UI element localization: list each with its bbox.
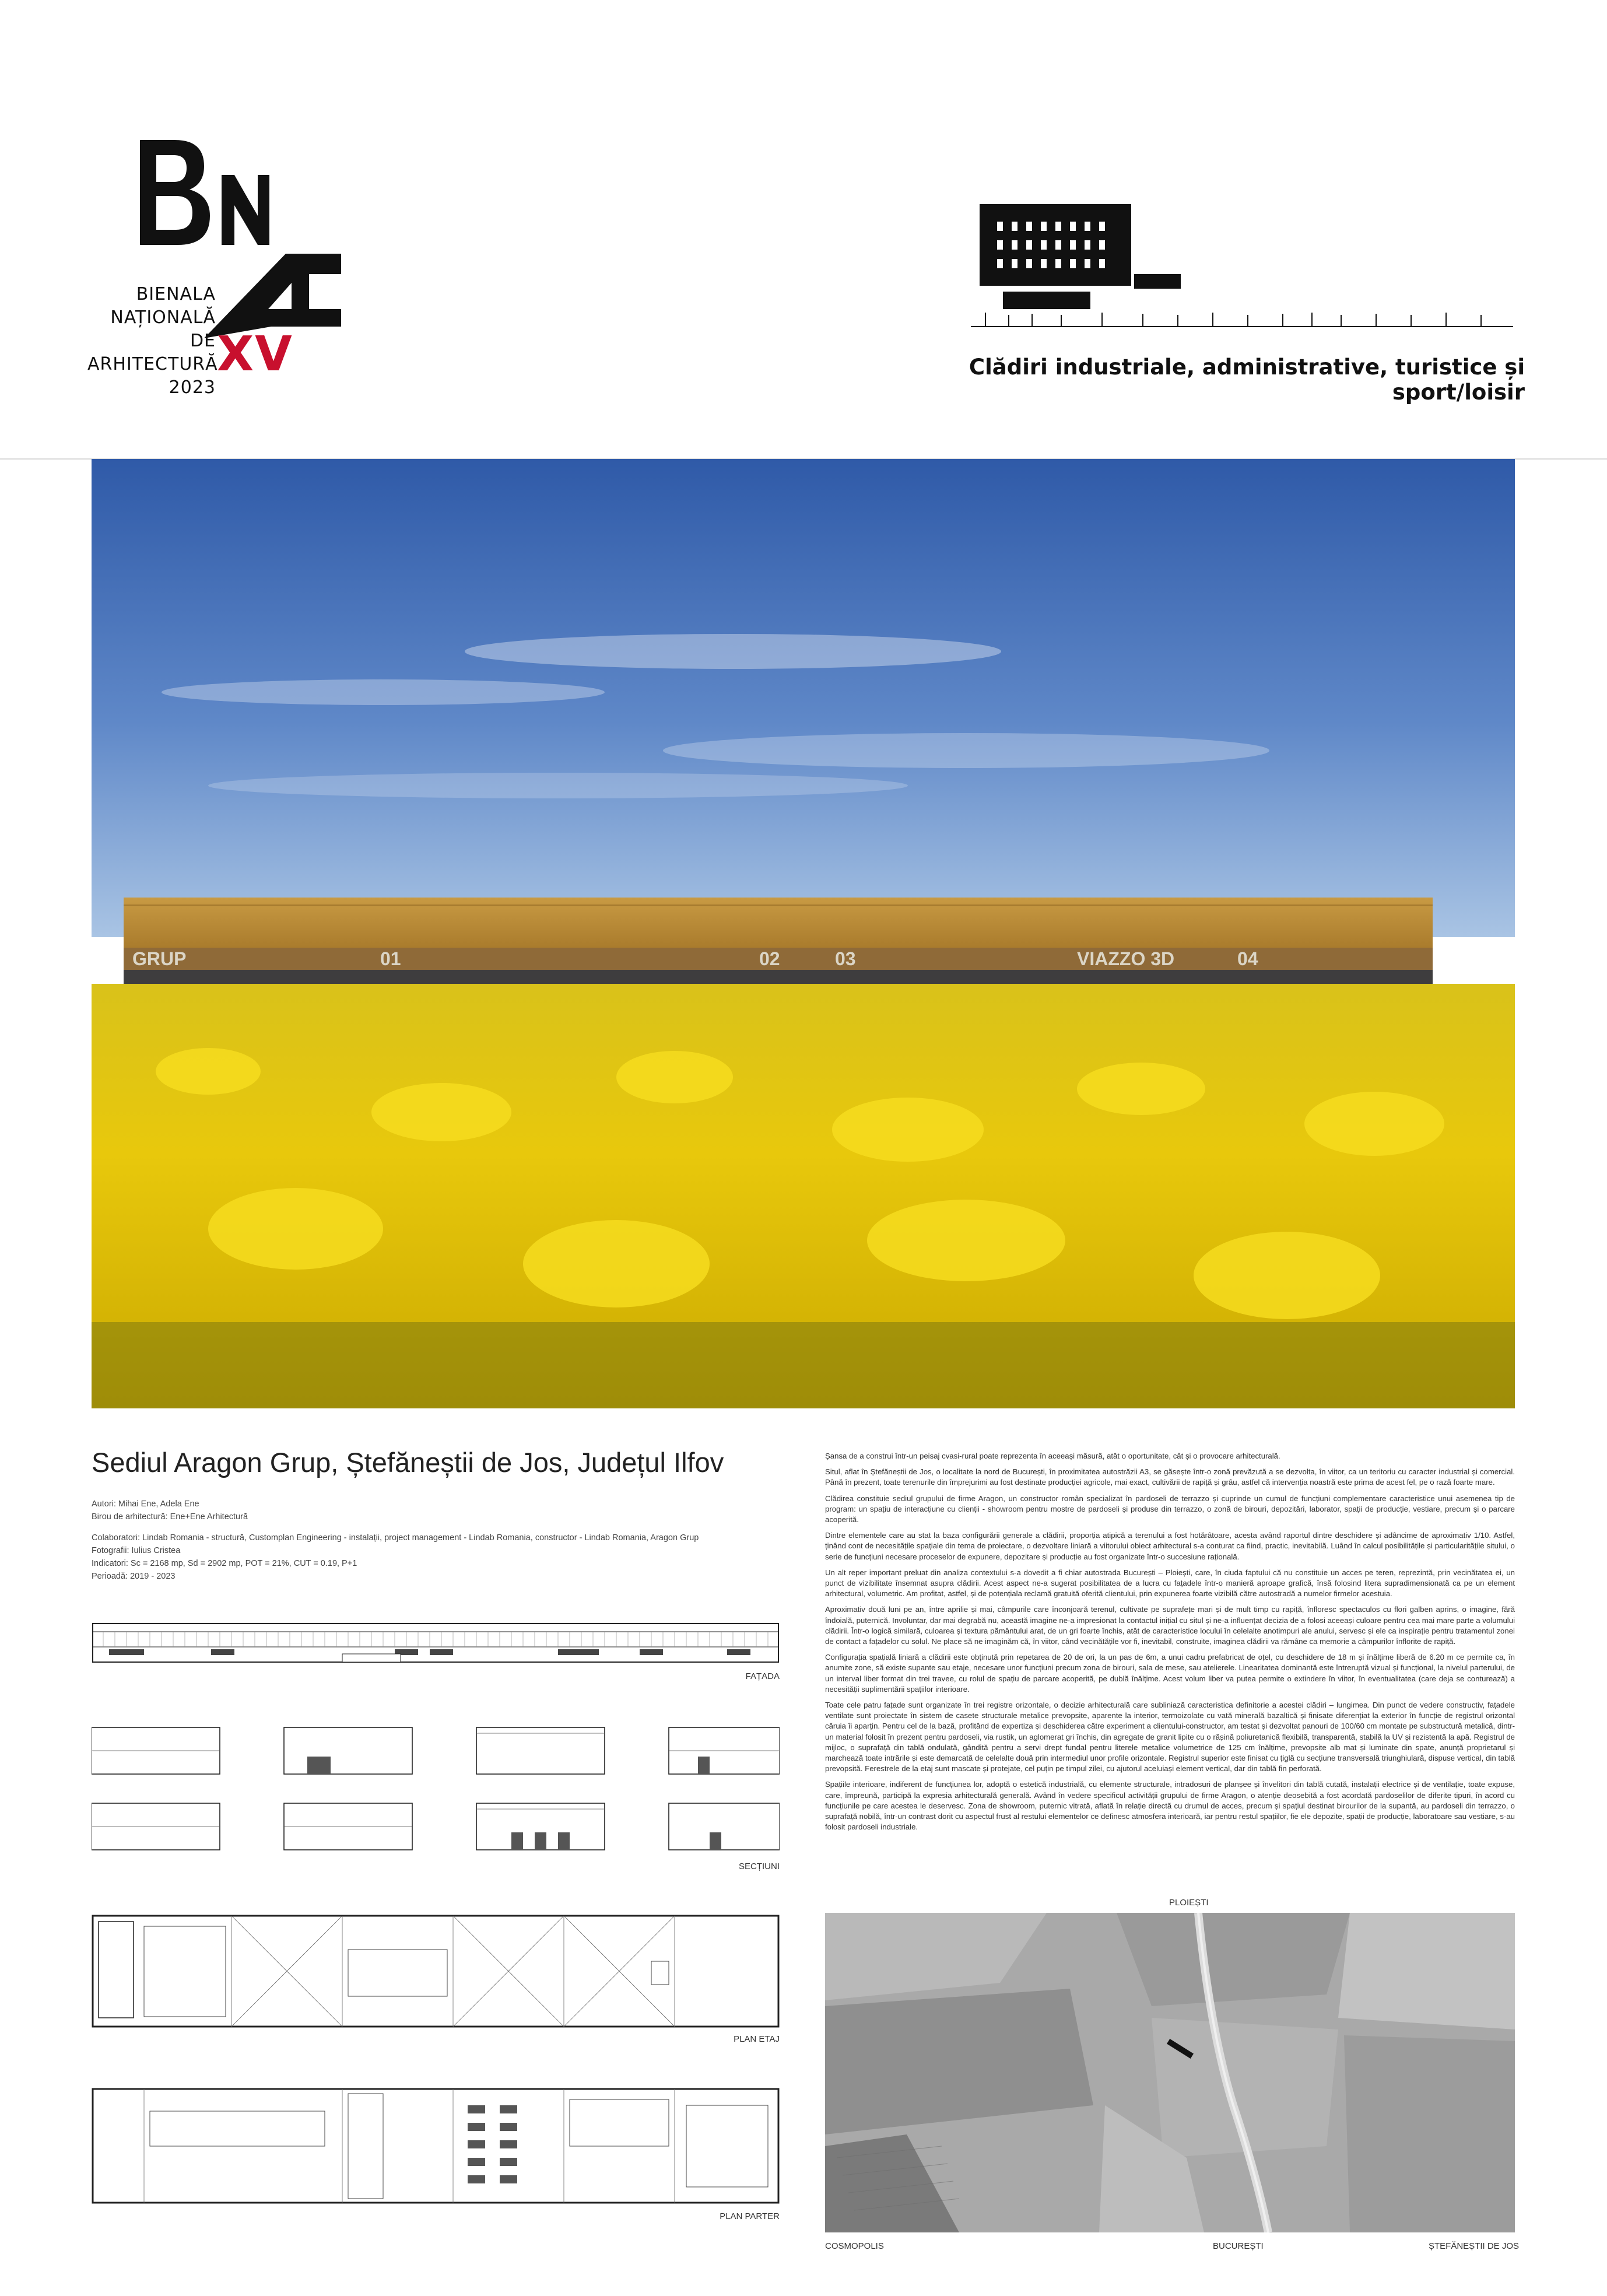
- svg-text:02: 02: [759, 948, 780, 969]
- collaborators: Colaboratori: Lindab Romania - structură, Customplan Engineering - instalații, project management - Lindab Romania, constructor - Lindab Romania, Aragon Grup: [92, 1533, 699, 1543]
- map-label-right: ȘTEFĂNEȘTII DE JOS: [1429, 2241, 1520, 2251]
- description-paragraph: Toate cele patru fațade sunt organizate în trei registre orizontale, o decizie arhitecturală care subliniază caracteristica definitorie a acestei clădiri – lungimea. Din punct de vedere constructiv, fațadele ventilate sunt proiectate în sistem de casete structurale metalice prevopsite, aparente la interior, termoizolate cu vată minerală bazaltică și finisate diferențiat la exterior în funcție de registrul orizontal căruia îi aparțin. Pentru cel de la bază, profitând de expertiza și deschiderea către experiment a clientului-constructor, am testat și dezvoltat panouri de 100/60 cm montate pe substructură metalică, dintr-un material folosit în prezent pentru pardoseli, via rustik, un aglomerat gri închis, din agregate de granit lipite cu o rășină poliuretanică flexibilă, transparentă, stabilă la UV și rezistentă la apă. Registrul de mijloc, o suprafață din tablă ondulată, gândită pentru a servi drept fundal pentru literele metalice volumetrice de 125 cm înălțime, prevopsite alb mat și luminate din spate, anunță proprietarul și marchează toate intrările și este demarcată de celelalte două prin intermediul unor profile orizontale. Registrul superior este finisat cu țiglă cu secțiune transversală triunghiulară, dispuse vertical, din tablă prevopsită. Ferestrele de la etaj sunt mascate și protejate, cel puțin pe timpul zilei, cu ajutorul aceluiași element vertical, dar din tablă fin perforată.: [825, 1701, 1515, 1773]
- upper-plan-label: PLAN ETAJ: [734, 2034, 780, 2044]
- facade-label: FAȚADA: [745, 1671, 780, 1681]
- description-paragraph: Șansa de a construi într-un peisaj cvasi-rural poate reprezenta în aceeași măsură, atât o oportunitate, cât și o provocare arhitecturală.: [825, 1452, 1280, 1460]
- logo-line: ARHITECTURĂ: [87, 354, 218, 374]
- svg-text:03: 03: [835, 948, 856, 969]
- indicators: Indicatori: Sc = 2168 mp, Sd = 2902 mp, POT = 21%, CUT = 0.19, P+1: [92, 1559, 357, 1568]
- svg-text:01: 01: [380, 948, 401, 969]
- category-title: Clădiri industriale, administrative, turistice și sport/loisir: [969, 355, 1525, 405]
- svg-text:04: 04: [1237, 948, 1258, 969]
- photographer: Fotografii: Iulius Cristea: [92, 1546, 181, 1555]
- description-paragraph: Spațiile interioare, indiferent de funcțiunea lor, adoptă o estetică industrială, cu elemente structurale, intradosuri de planșee și învelitori din tablă cutată, instalații electrice și de ventilație, toate expuse, care, împreună, participă la expresia arhitecturală generală. Având în vedere specificul activității grupului de firme Aragon, o atenție deosebită a fost acordată pardoselilor de diferite tipuri, în acord cu funcțiunile pe care acestea le deservesc. Zona de showroom, puternic vitrată, aflată în relație directă cu drumul de acces, precum și spațiul destinat birourilor de la supantă, au pardoseli din terrazzo, o suprafață nobilă, într-un contrast dorit cu aspectul frust al restului elementelor ce definesc atmosfera interioară, iar pentru restul spațiilor, fie ele depozite, spații de producție, laboratoare sau vestiare, s-au folosit pardoseli industriale.: [825, 1780, 1515, 1832]
- svg-text:GRUP: GRUP: [132, 948, 187, 969]
- description-paragraph: Configurația spațială liniară a clădirii este obținută prin repetarea de 20 de ori, la un pas de 6m, a unui cadru prefabricat de oțel, cu deschidere de 18 m și înălțime liberă de 6.20 m ce permite ca, în anumite zone, să existe supante sau etaje, necesare unor funcțiuni precum zona de birouri, sala de mese, sau atelierele. Linearitatea dominantă este întreruptă vizual și funcțional, la nivelul parterului, de un interval liber format din trei travee, cu rolul de spațiu de parcare acoperită, pe dublă înălțime. Acest volum liber va putea permite o extindere în viitor, în eventualitatea (care deja se conturează) a necesității suplimentării spațiilor interioare.: [825, 1653, 1515, 1694]
- description-paragraph: Clădirea constituie sediul grupului de firme Aragon, un constructor român specializat în pardoseli de terrazzo și cuprinde un cumul de funcțiuni complementare caracteristice unui asemenea tip de program: un spațiu de interacțiune cu clienții - showroom pentru mostre de pardoseli și produse din terrazzo, o zonă de birouri, depozitări, laborator, spații de producție, vestiare, precum și o parcare acoperită.: [825, 1494, 1515, 1524]
- project-title: Sediul Aragon Grup, Ștefăneștii de Jos, Județul Ilfov: [92, 1447, 724, 1478]
- description-paragraph: Dintre elementele care au stat la baza configurării generale a clădirii, proporția atipică a terenului a fost hotărâtoare, acesta având raportul dintre deschidere și adâncime de aproximativ 1/10. Astfel, ținând cont de necesitățile spațiale din tema de proiectare, o dezvoltare liniară a viitorului obiect arhitectural s-a conturat ca fiind, practic, inevitabilă. Luând în calcul posibilitățile și particularitățile sitului, o serie de funcțiuni necesare proceselor de expunere, depozitare și producție au fost organizate într-o succesiune rațională.: [825, 1531, 1515, 1561]
- period: Perioadă: 2019 - 2023: [92, 1572, 176, 1581]
- map-label-left: COSMOPOLIS: [825, 2241, 884, 2251]
- spacer: [92, 1523, 803, 1531]
- logo-wordmark: [87, 283, 216, 399]
- ground-plan-label: PLAN PARTER: [720, 2211, 780, 2221]
- project-description: [825, 1451, 1515, 1838]
- map-label-north: PLOIEȘTI: [1169, 1898, 1209, 1908]
- industrial-building-icon: [968, 198, 1516, 338]
- logo-line: 2023: [169, 377, 216, 398]
- logo-line: DE: [190, 331, 216, 351]
- authors: Autori: Mihai Ene, Adela Ene: [92, 1499, 199, 1509]
- description-paragraph: Situl, aflat în Ștefăneștii de Jos, o localitate la nord de București, în proximitatea autostrăzii A3, se găsește într-o zonă prevăzută a se dezvolta, în viitor, ca un teritoriu cu caracter industrial și comercial. Până în prezent, toate terenurile din împrejurimi au fost destinate producției agricole, mai exact, cultivării de rapiță și grâu, astfel că intervenția noastră este prima de acest fel, pe o rază foarte mare.: [825, 1467, 1515, 1487]
- edition-mark: XV: [217, 327, 293, 382]
- sections-drawing: [92, 1722, 780, 1856]
- description-paragraph: Aproximativ două luni pe an, între aprilie și mai, câmpurile care înconjoară terenul, cultivate pe suprafețe mari și de mult timp cu rapiță, înfloresc spectaculos cu flori galben aprins, o imagine, fără îndoială, puternică. Involuntar, dar mai degrabă nu, această imagine ne-a impresionat la contactul inițial cu situl și ne-a influențat decizia de a folosi aceeași culoare pentru cea mai mare parte a volumului clădirii. Într-o logică similară, culoarea și textura pământului arat, de un gri foarte închis, atât de caracteristice locului în celelalte anotimpuri ale anului, servesc și ele ca inspirație pentru tratamentul zonei de contact a fațadelor cu solul. Ne place să ne imaginăm că, în viitor, când vecinătățile vor fi, inevitabil, construite, imaginea clădirii va rămâne ca memorie a câmpurilor înflorite de rapiță.: [825, 1605, 1515, 1646]
- ground-floor-plan: [92, 2088, 780, 2204]
- building-photo: [92, 459, 1515, 1408]
- upper-floor-plan: [92, 1915, 780, 2028]
- logo-line: BIENALA: [136, 284, 216, 304]
- map-label-center: BUCUREȘTI: [1213, 2241, 1264, 2251]
- logo-line: NAȚIONALĂ: [110, 307, 216, 328]
- description-paragraph: Un alt reper important preluat din analiza contextului s-a dovedit a fi chiar autostrada București – Ploiești, care, în ciuda faptului că nu constituie un acces pe teren, reprezintă, prin vecinătatea ei, un punct de vizibilitate însemnat asupra clădirii. Acest aspect ne-a sugerat posibilitatea de a lucra cu fațadele într-o manieră aproape grafică, însă folosind litera supradimensionată ca pe un element arhitectural, volumetric. Am profitat, astfel, și de potențiala reclamă gratuită oferită clientului, prin expunerea foarte vizibilă către autostradă a numelor firmelor acestuia.: [825, 1568, 1515, 1599]
- svg-text:VIAZZO 3D: VIAZZO 3D: [1077, 948, 1175, 969]
- project-credits: [92, 1498, 803, 1583]
- architecture-office: Birou de arhitectură: Ene+Ene Arhitectură: [92, 1512, 248, 1522]
- facade-drawing: [92, 1620, 780, 1667]
- sections-label: SECȚIUNI: [738, 1862, 780, 1871]
- site-map: [825, 1913, 1515, 2232]
